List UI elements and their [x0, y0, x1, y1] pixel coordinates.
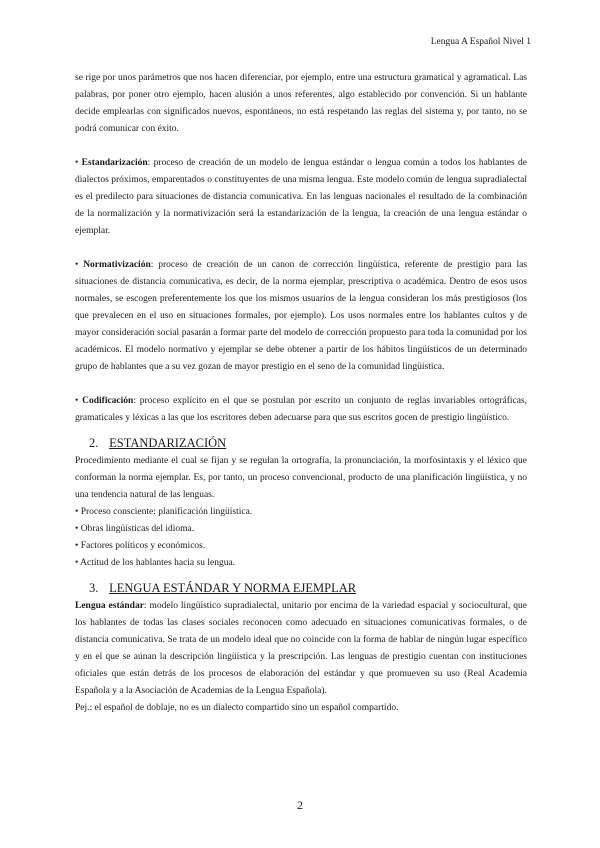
definition-term: Codificación [82, 396, 134, 406]
list-item: • Actitud de los hablantes hacia su lengua. [75, 558, 236, 568]
list-item: • Factores políticos y económicos. [75, 541, 206, 551]
example-line: Pej.: el español de doblaje, no es un dialecto compartido sino un español compartido. [75, 703, 399, 713]
intro-paragraph: se rige por unos parámetros que nos hacen diferenciar, por ejemplo, entre una estructura gramatical y agramatical. Las palabras, por poner otro ejemplo, hacen alusión a unos referentes, algo establecido por convención. Si un hablante decide emplearlas con significados nuevos, espontáneos, no está respetando las reglas del sistema y, por tanto, no se podrá comunicar con éxito. [75, 73, 527, 134]
section-heading-lengua-estandar [75, 578, 527, 598]
section-number: 2. [89, 436, 99, 450]
page-content [75, 70, 527, 717]
bullet: • [75, 158, 79, 168]
bullet: • [75, 396, 79, 406]
list-item: • Obras lingüísticas del idioma. [75, 524, 195, 534]
definition-text: : proceso explícito en el que se postulan por escrito un conjunto de reglas invariables ortográficas, gramaticales y léxicas a las que los escritores deben adecuarse para que sus escritos gocen de prestigio lingüístico. [75, 396, 528, 423]
definition-term: Lengua estándar [75, 601, 144, 611]
definition-text: : proceso de creación de un modelo de lengua estándar o lengua común a todos los hablantes de dialectos próximos, emparentados o constituyentes de una misma lengua. Este modelo común de lengua supradialectal es el predilecto para situaciones de distancia comunicativa. En las lenguas nacionales el resultado de la combinación de la normalización y la normativización será la estandarización de la lengua, la creación de una lengua estándar o ejemplar. [75, 158, 527, 236]
page-header: Lengua A Español Nivel 1 [430, 37, 531, 47]
definition-term: Normativización [83, 260, 151, 270]
bullet: • [75, 260, 79, 270]
definition-text: : modelo lingüístico supradialectal, unitario por encima de la variedad espacial y sociocultural, que los hablantes de todas las clases sociales reconocen como adecuado en situaciones comunicativas formales, o de distancia comunicativa. Se trata de un modelo ideal que no coincide con la forma de hablar de ningún lugar específico y en el que se aúnan la descripción lingüística y la prescripción. Las lenguas de prestigio cuentan con instituciones oficiales que están detrás de los procesos de elaboración del estándar y que promueven su uso (Real Academia Española y a la Asociación de Academias de la Lengua Española). [75, 601, 528, 696]
section3-paragraph [75, 598, 527, 700]
definition-estandarizacion [75, 155, 527, 240]
section-title: LENGUA ESTÁNDAR Y NORMA EJEMPLAR [109, 581, 357, 595]
list-item: • Proceso consciente: planificación lingüística. [75, 507, 253, 517]
definition-codificacion [75, 393, 527, 427]
section2-bullet-list [75, 504, 527, 572]
definition-term: Estandarización [81, 158, 148, 168]
page-number: 2 [297, 798, 303, 812]
definition-text: : proceso de creación de un canon de corrección lingüística, referente de prestigio para las situaciones de distancia comunicativa, es decir, de la norma ejemplar, prescriptiva o académica. Dentro de esos usos normales, se escogen preferentemente los que los mismos usuarios de la lengua consideran los más prestigiosos (los que prevalecen en el uso en situaciones formales, por ejemplo). Los usos normales entre los hablantes cultos y de mayor consideración social pasarán a formar parte del modelo de corrección propuesto para toda la comunidad por los académicos. El modelo normativo y ejemplar se debe obtener a partir de los hábitos lingüísticos de un determinado grupo de hablantes que a su vez gozan de mayor prestigio en el seno de la comunidad lingüística. [75, 260, 528, 372]
section-heading-estandarizacion [75, 433, 527, 453]
definition-normativizacion [75, 257, 527, 376]
section-number: 3. [89, 581, 99, 595]
section2-paragraph: Procedimiento mediante el cual se fijan y se regulan la ortografía, la pronunciación, la morfosintaxis y el léxico que conforman la norma ejemplar. Es, por tanto, un proceso convencional, producto de una planificación lingüística, y no una tendencia natural de las lenguas. [75, 456, 527, 500]
section-title: ESTANDARIZACIÓN [109, 436, 227, 450]
